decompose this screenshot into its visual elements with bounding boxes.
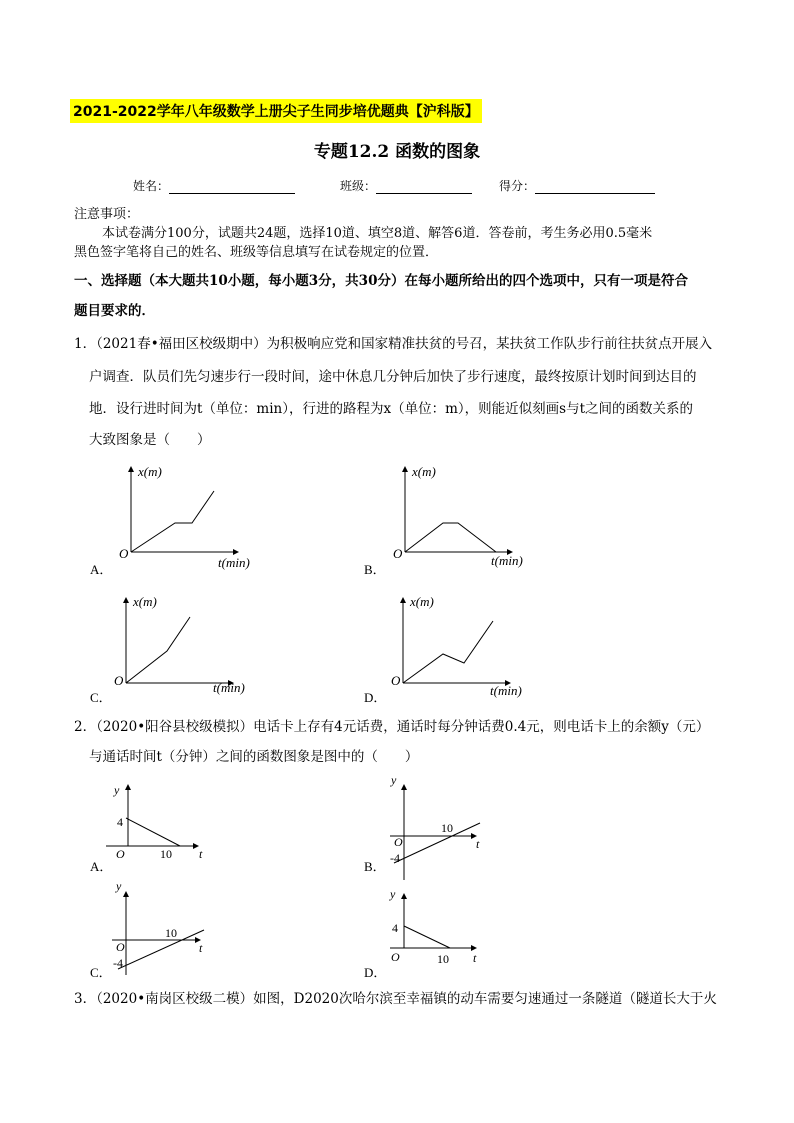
question-3-text: 3．（2020•南岗区校级二模）如图，D2020次哈尔滨至幸福镇的动车需要匀速通过一条隧道（隧道长大于火 (74, 991, 717, 1007)
q1-graph-c (90, 594, 245, 705)
origin-label: O (119, 546, 129, 561)
question-2-text: 2．（2020•阳谷县校级模拟）电话卡上存有4元话费，通话时每分钟话费0.4元，则电话卡上的余额y（元） (74, 719, 710, 735)
option-a-label: A． (90, 562, 113, 577)
option-d-label: D． (364, 690, 387, 705)
option-b-label: B． (364, 562, 386, 577)
y-axis-label: y (391, 773, 397, 787)
x-axis-label: t(min) (490, 683, 522, 698)
score-field[interactable] (499, 177, 655, 194)
header-banner: 2021-2022学年八年级数学上册尖子生同步培优题典【沪科版】 (70, 99, 482, 123)
x-axis-label: t(min) (218, 555, 250, 570)
q2-graph-a (90, 783, 203, 874)
question-2-text: 与通话时间t（分钟）之间的函数图象是图中的（ ） (89, 749, 419, 765)
intercept-label: 10 (441, 821, 453, 835)
intercept-label: 10 (165, 926, 177, 940)
question-1-text: 1．（2021春•福田区校级期中）为积极响应党和国家精准扶贫的号召，某扶贫工作队步行前往扶贫点开展入 (74, 336, 713, 352)
name-field[interactable] (133, 177, 295, 194)
origin-label: O (114, 673, 124, 688)
section-heading: 一、选择题（本大题共10小题，每小题3分，共30分）在每小题所给出的四个选项中，只有一项是符合 (74, 273, 688, 289)
option-b-label: B． (364, 859, 386, 874)
y-axis-label: y (390, 887, 396, 901)
origin-label: O (116, 940, 125, 954)
option-c-label: C． (90, 965, 112, 980)
origin-label: O (391, 950, 400, 964)
page-title: 专题12.2 函数的图象 (313, 142, 481, 162)
option-a-label: A． (90, 859, 113, 874)
name-label: 姓名： (133, 179, 170, 193)
intercept-label: 4 (117, 815, 123, 829)
q2-graph-d (364, 887, 477, 980)
x-axis-label: t(min) (491, 553, 523, 568)
origin-label: O (391, 673, 401, 688)
section-heading: 题目要求的． (74, 303, 155, 319)
q2-graph-c (90, 879, 204, 980)
x-axis-label: t (199, 941, 203, 955)
question-1-text: 户调查．队员们先匀速步行一段时间，途中休息几分钟后加快了步行速度，最终按原计划时间到达目的 (89, 369, 697, 385)
question-2-graphs (0, 770, 794, 985)
x-axis-label: t (473, 951, 477, 965)
x-axis-label: t (199, 847, 203, 861)
class-field[interactable] (340, 177, 472, 194)
class-label: 班级： (340, 179, 377, 193)
question-1-text: 地．设行进时间为t（单位：min），行进的路程为x（单位：m），则能近似刻画s与t之间的函数关系的 (89, 401, 694, 417)
origin-label: O (116, 847, 125, 861)
y-axis-label: x(m) (412, 464, 436, 479)
option-d-label: D． (364, 965, 387, 980)
intercept-label: -4 (390, 851, 400, 865)
question-1-text: 大致图象是（ ） (89, 432, 211, 448)
notice-heading: 注意事项： (74, 207, 140, 222)
option-c-label: C． (90, 690, 112, 705)
question-1-graphs (0, 455, 794, 715)
x-axis-label: t (476, 837, 480, 851)
notice-line: 黑色签字笔将自己的姓名、班级等信息填写在试卷规定的位置． (74, 245, 439, 260)
origin-label: O (393, 546, 403, 561)
intercept-label: 4 (392, 921, 398, 935)
q1-graph-a (90, 464, 250, 577)
score-label: 得分： (499, 179, 536, 193)
q1-graph-b (364, 464, 523, 577)
q1-graph-d (364, 594, 522, 705)
origin-label: O (394, 835, 403, 849)
y-axis-label: y (116, 879, 122, 893)
intercept-label: 10 (160, 847, 172, 861)
q2-graph-b (364, 773, 480, 880)
intercept-label: 10 (437, 952, 449, 966)
y-axis-label: x(m) (138, 464, 162, 479)
x-axis-label: t(min) (213, 680, 245, 695)
y-axis-label: y (114, 783, 120, 797)
y-axis-label: x(m) (133, 594, 157, 609)
notice-line: 本试卷满分100分，试题共24题，选择10道、填空8道、解答6道．答卷前，考生务必用0.5毫米 (102, 226, 653, 241)
y-axis-label: x(m) (410, 594, 434, 609)
intercept-label: -4 (113, 956, 123, 970)
